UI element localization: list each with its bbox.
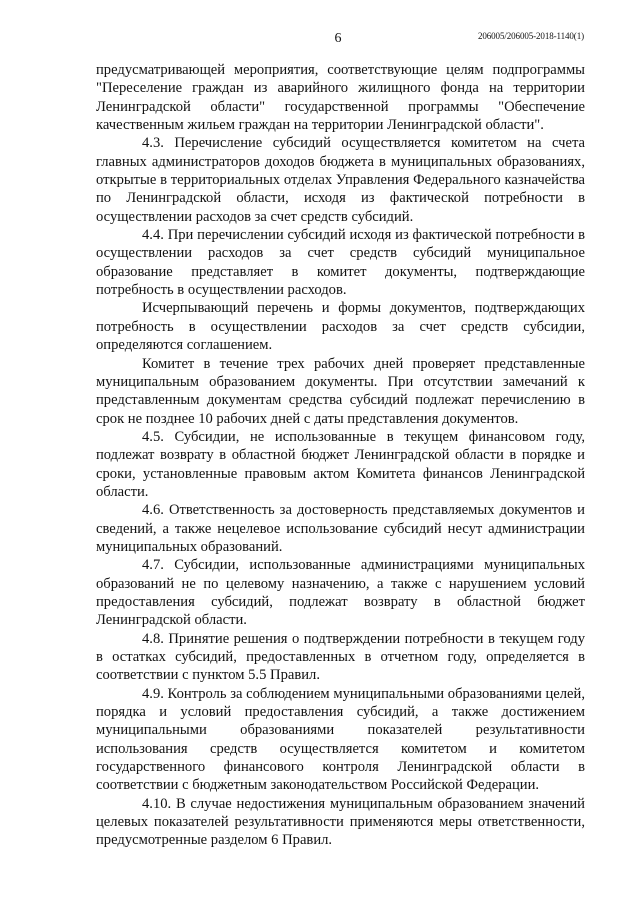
paragraph-4-10: 4.10. В случае недостижения муниципальным образованием значений целевых показателей результативности применяются меры ответственности, предусмотренные разделом 6 Правил. xyxy=(96,795,585,849)
paragraph-4-9: 4.9. Контроль за соблюдением муниципальными образованиями целей, порядка и условий предоставления субсидий, а также достижением муниципальными образованиями показателей результативности использования средств осуществляется комитетом и комитетом государственного финансового контроля Ленинградской области в соответствии с бюджетным законодательством Российской Федерации. xyxy=(96,685,585,794)
paragraph-4-8: 4.8. Принятие решения о подтверждении потребности в текущем году в остатках субсидий, предоставленных в отчетном году, определяется в соответствии с пунктом 5.5 Правил. xyxy=(96,630,585,684)
page-number: 6 xyxy=(334,31,342,46)
paragraph-continuation: предусматривающей мероприятия, соответствующие целям подпрограммы "Переселение граждан из аварийного жилищного фонда на территории Ленинградской области" государственной программы "Обеспечение качественным жильем граждан на территории Ленинградской области". xyxy=(96,62,585,134)
paragraph-documents-list: Исчерпывающий перечень и формы документов, подтверждающих потребность в осуществлении расходов за счет средств субсидии, определяются соглашением. xyxy=(96,300,585,354)
paragraph-4-5: 4.5. Субсидии, не использованные в текущем финансовом году, подлежат возврату в областной бюджет Ленинградской области в порядке и сроки, установленные правовым актом Комитета финансов Ленинградской области. xyxy=(96,428,585,500)
document-body xyxy=(96,61,585,850)
document-code: 206005/206005-2018-1140(1) xyxy=(477,31,584,41)
paragraph-4-4: 4.4. При перечислении субсидий исходя из фактической потребности в осуществлении расходов за счет средств субсидий муниципальное образование представляет в комитет документы, подтверждающие потребность в осуществлении расходов. xyxy=(96,227,585,299)
paragraph-4-7: 4.7. Субсидии, использованные администрациями муниципальных образований не по целевому назначению, а также с нарушением условий предоставления субсидий, подлежат возврату в областной бюджет Ленинградской области. xyxy=(96,557,585,629)
paragraph-4-3: 4.3. Перечисление субсидий осуществляется комитетом на счета главных администраторов доходов бюджета в муниципальных образованиях, открытые в территориальных отделах Управления Федерального казначейства по Ленинградской области, исходя из фактической потребности в осуществлении расходов за счет средств субсидий. xyxy=(96,135,585,225)
paragraph-committee-check: Комитет в течение трех рабочих дней проверяет представленные муниципальным образованием документы. При отсутствии замечаний к представленным документам средства субсидий подлежат перечислению в срок не позднее 10 рабочих дней с даты представления документов. xyxy=(96,355,585,427)
paragraph-4-6: 4.6. Ответственность за достоверность представляемых документов и сведений, а также нецелевое использование субсидий несут администрации муниципальных образований. xyxy=(96,502,585,555)
